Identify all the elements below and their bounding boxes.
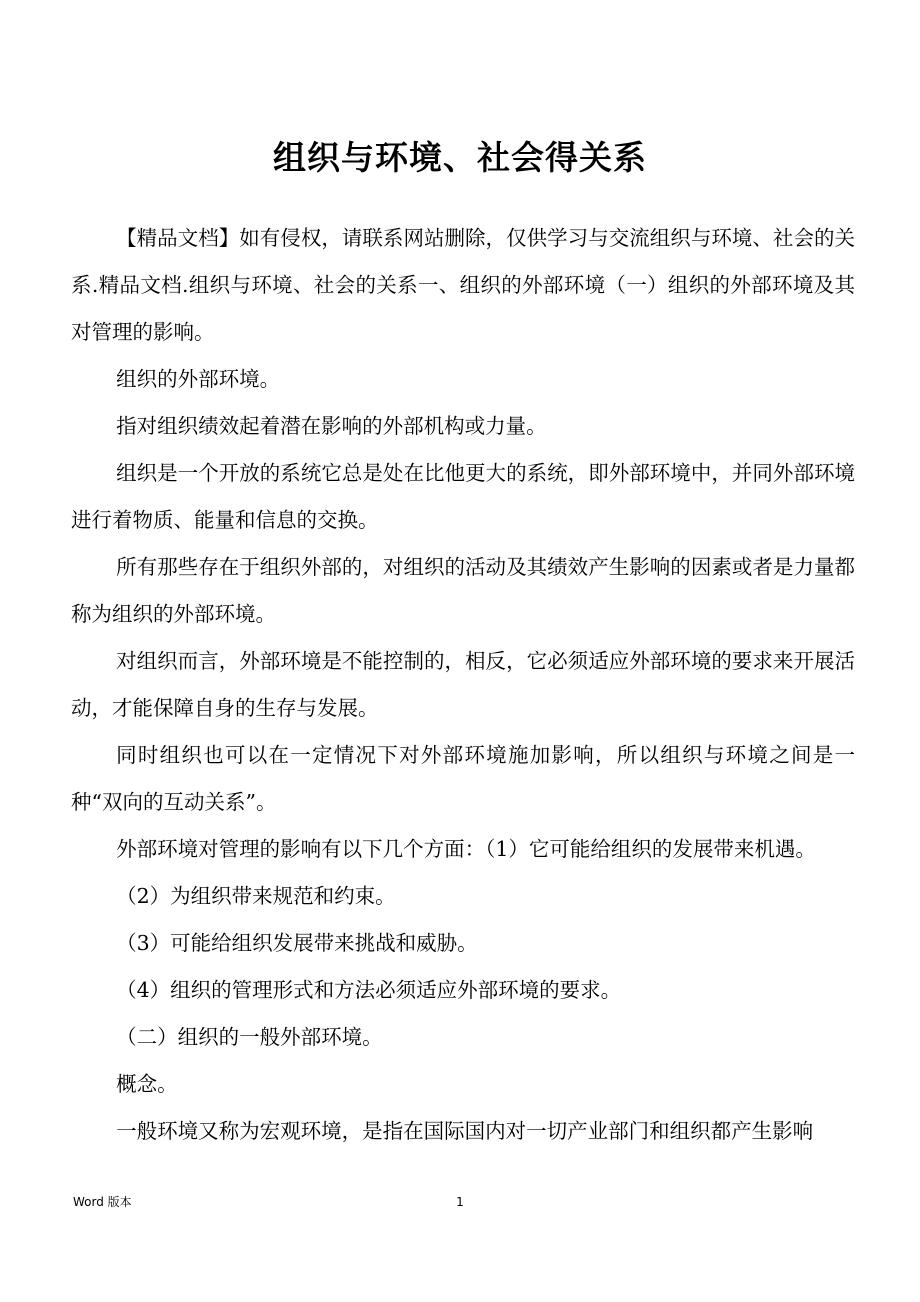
paragraph: 所有那些存在于组织外部的，对组织的活动及其绩效产生影响的因素或者是力量都称为组织的外部环境。 [71, 555, 855, 626]
paragraph: 一般环境又称为宏观环境，是指在国际国内对一切产业部门和组织都产生影响 [116, 1119, 814, 1143]
paragraph: 外部环境对管理的影响有以下几个方面：（1）它可能给组织的发展带来机遇。 [116, 837, 816, 861]
page-number: 1 [456, 1195, 464, 1209]
paragraph: 概念。 [116, 1072, 178, 1096]
paragraph: （二）组织的一般外部环境。 [116, 1025, 383, 1049]
paragraph: 对组织而言，外部环境是不能控制的，相反，它必须适应外部环境的要求来开展活动，才能保障自身的生存与发展。 [71, 649, 855, 720]
paragraph: 组织是一个开放的系统它总是处在比他更大的系统，即外部环境中，并同外部环境进行着物质、能量和信息的交换。 [71, 461, 855, 532]
paragraph: 组织的外部环境。 [116, 367, 281, 391]
document-title: 组织与环境、社会得关系 [273, 138, 647, 177]
footer-label: Word 版本 [73, 1195, 132, 1209]
paragraph: 同时组织也可以在一定情况下对外部环境施加影响，所以组织与环境之间是一种“双向的互动关系”。 [71, 743, 855, 814]
document-body [71, 215, 855, 1155]
paragraph: 【精品文档】如有侵权，请联系网站删除，仅供学习与交流组织与环境、社会的关系.精品文档.组织与环境、社会的关系一、组织的外部环境（一）组织的外部环境及其对管理的影响。 [71, 226, 855, 344]
paragraph: （3）可能给组织发展带来挑战和威胁。 [116, 931, 478, 955]
paragraph: 指对组织绩效起着潜在影响的外部机构或力量。 [116, 414, 547, 438]
paragraph: （4）组织的管理形式和方法必须适应外部环境的要求。 [116, 978, 622, 1002]
paragraph: （2）为组织带来规范和约束。 [116, 884, 396, 908]
